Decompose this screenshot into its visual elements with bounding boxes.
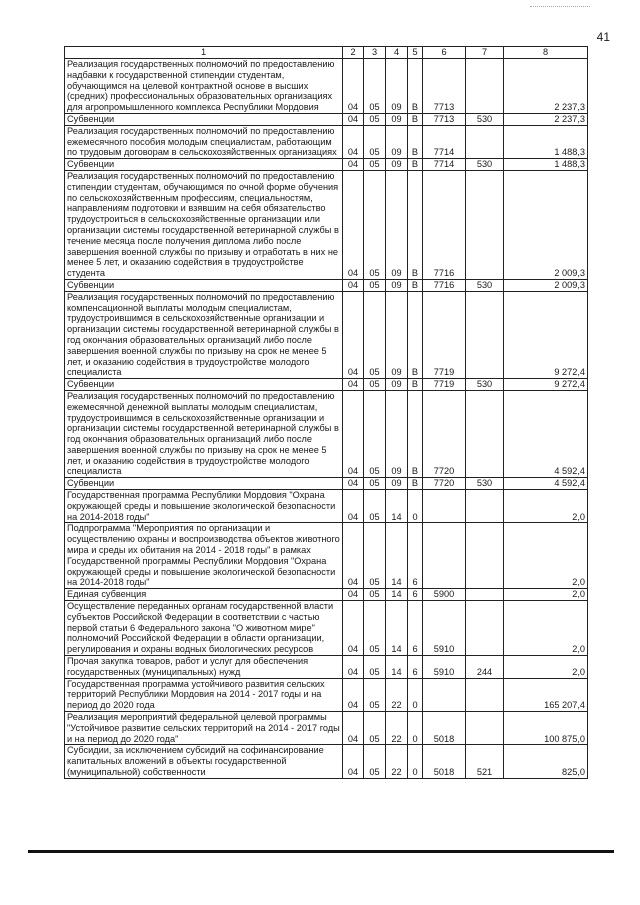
table-row: [65, 712, 588, 745]
col-header-3: 3: [364, 47, 386, 59]
row-code-c6: 5018: [423, 745, 466, 778]
row-name: Реализация государственных полномочий по предоставлению надбавки к государственной стипендии студентам, обучающимся на целевой контрактной основе в высших (средних) профессиональных образовательных организациях для агропромышленного комплекса Республики Мордовия: [65, 59, 343, 114]
table-row: [65, 59, 588, 114]
row-code-c6: 7719: [423, 291, 466, 378]
scan-artifact-line: [530, 6, 590, 7]
table-row: [65, 390, 588, 477]
row-code-c7: [466, 712, 504, 745]
row-code-c3: 05: [364, 712, 386, 745]
table-row: [65, 279, 588, 291]
row-code-c5: В: [408, 125, 423, 158]
col-header-8: 8: [504, 47, 588, 59]
row-code-c3: 05: [364, 170, 386, 279]
row-code-c7: [466, 390, 504, 477]
row-code-c6: 5910: [423, 601, 466, 656]
table-row: [65, 601, 588, 656]
table-row: [65, 159, 588, 171]
row-amount: 4 592,4: [504, 478, 588, 490]
row-code-c5: 6: [408, 589, 423, 601]
row-code-c7: [466, 291, 504, 378]
row-code-c7: [466, 601, 504, 656]
row-code-c2: 04: [343, 379, 364, 391]
row-code-c7: 244: [466, 656, 504, 679]
row-name: Единая субвенция: [65, 589, 343, 601]
row-code-c5: 0: [408, 745, 423, 778]
table-row: [65, 379, 588, 391]
row-code-c7: 530: [466, 159, 504, 171]
row-code-c4: 09: [386, 390, 408, 477]
row-code-c7: 530: [466, 113, 504, 125]
row-name: Реализация государственных полномочий по предоставлению ежемесячной денежной выплаты молодым специалистам, трудоустроившимся в сельскохозяйственные организации и организации системы государственной ветеринарной службы в год окончания образовательных организаций либо после завершения военной службы по призыву на срок не менее 5 лет, и оказанию содействия в трудоустройстве молодого специалиста: [65, 390, 343, 477]
row-code-c6: 5900: [423, 589, 466, 601]
row-code-c3: 05: [364, 390, 386, 477]
row-name: Субвенции: [65, 379, 343, 391]
row-code-c3: 05: [364, 59, 386, 114]
bottom-rule: [28, 850, 614, 853]
row-code-c5: В: [408, 291, 423, 378]
table-row: [65, 125, 588, 158]
row-code-c2: 04: [343, 745, 364, 778]
row-code-c5: 0: [408, 490, 423, 523]
row-amount: 165 207,4: [504, 678, 588, 711]
row-code-c4: 09: [386, 59, 408, 114]
row-code-c7: [466, 678, 504, 711]
row-code-c6: 7720: [423, 478, 466, 490]
row-code-c3: 05: [364, 656, 386, 679]
row-code-c2: 04: [343, 291, 364, 378]
row-amount: 2,0: [504, 523, 588, 589]
row-code-c2: 04: [343, 490, 364, 523]
row-code-c3: 05: [364, 113, 386, 125]
row-name: Субсидии, за исключением субсидий на софинансирование капитальных вложений в объекты государственной (муниципальной) собственности: [65, 745, 343, 778]
row-code-c5: В: [408, 379, 423, 391]
row-code-c4: 14: [386, 601, 408, 656]
row-name: Прочая закупка товаров, работ и услуг для обеспечения государственных (муниципальных) нужд: [65, 656, 343, 679]
row-code-c3: 05: [364, 478, 386, 490]
row-code-c6: 7719: [423, 379, 466, 391]
row-code-c2: 04: [343, 170, 364, 279]
col-header-2: 2: [343, 47, 364, 59]
row-code-c4: 14: [386, 656, 408, 679]
row-code-c7: [466, 490, 504, 523]
row-code-c4: 14: [386, 490, 408, 523]
row-code-c3: 05: [364, 159, 386, 171]
col-header-6: 6: [423, 47, 466, 59]
row-code-c2: 04: [343, 159, 364, 171]
row-code-c3: 05: [364, 678, 386, 711]
row-code-c7: 530: [466, 379, 504, 391]
row-code-c3: 05: [364, 490, 386, 523]
row-code-c7: 530: [466, 478, 504, 490]
row-code-c5: 0: [408, 678, 423, 711]
row-code-c2: 04: [343, 656, 364, 679]
row-code-c4: 14: [386, 523, 408, 589]
budget-table: [64, 46, 588, 779]
row-code-c3: 05: [364, 523, 386, 589]
row-code-c4: 09: [386, 170, 408, 279]
row-code-c6: 7713: [423, 113, 466, 125]
row-code-c5: В: [408, 113, 423, 125]
row-code-c5: 0: [408, 712, 423, 745]
row-code-c2: 04: [343, 678, 364, 711]
row-code-c3: 05: [364, 291, 386, 378]
row-code-c2: 04: [343, 478, 364, 490]
row-code-c2: 04: [343, 113, 364, 125]
row-name: Субвенции: [65, 159, 343, 171]
col-header-5: 5: [408, 47, 423, 59]
row-name: Подпрограмма "Мероприятия по организации и осуществлению охраны и воспроизводства объектов животного мира и среды их обитания на 2014 - 2018 годы" в рамках Государственной программы Республики Мордовия "Охрана окружающей среды и повышение экологической безопасности на 2014-2018 годы": [65, 523, 343, 589]
table-row: [65, 656, 588, 679]
row-code-c5: В: [408, 390, 423, 477]
row-code-c2: 04: [343, 589, 364, 601]
row-code-c2: 04: [343, 523, 364, 589]
table-row: [65, 170, 588, 279]
row-code-c5: В: [408, 159, 423, 171]
row-name: Субвенции: [65, 279, 343, 291]
row-amount: 1 488,3: [504, 159, 588, 171]
row-code-c4: 09: [386, 478, 408, 490]
header-row: [65, 47, 588, 59]
row-amount: 2 237,3: [504, 59, 588, 114]
row-code-c6: 7716: [423, 170, 466, 279]
row-code-c5: В: [408, 170, 423, 279]
row-code-c2: 04: [343, 125, 364, 158]
row-code-c4: 14: [386, 589, 408, 601]
row-code-c6: 5018: [423, 712, 466, 745]
row-code-c2: 04: [343, 601, 364, 656]
row-code-c7: 530: [466, 279, 504, 291]
row-code-c6: 7716: [423, 279, 466, 291]
row-code-c5: 6: [408, 601, 423, 656]
row-name: Государственная программа Республики Мордовия "Охрана окружающей среды и повышение экологической безопасности на 2014-2018 годы": [65, 490, 343, 523]
row-code-c3: 05: [364, 745, 386, 778]
row-code-c5: В: [408, 59, 423, 114]
row-code-c7: 521: [466, 745, 504, 778]
row-code-c3: 05: [364, 379, 386, 391]
row-code-c6: 5910: [423, 656, 466, 679]
row-code-c6: 7713: [423, 59, 466, 114]
row-code-c4: 09: [386, 291, 408, 378]
row-code-c4: 09: [386, 159, 408, 171]
row-code-c4: 22: [386, 678, 408, 711]
row-amount: 825,0: [504, 745, 588, 778]
row-code-c2: 04: [343, 712, 364, 745]
table-row: [65, 478, 588, 490]
row-code-c3: 05: [364, 589, 386, 601]
row-code-c7: [466, 125, 504, 158]
row-code-c6: 7714: [423, 159, 466, 171]
row-code-c3: 05: [364, 279, 386, 291]
row-code-c3: 05: [364, 601, 386, 656]
table-row: [65, 291, 588, 378]
row-code-c2: 04: [343, 390, 364, 477]
row-amount: 4 592,4: [504, 390, 588, 477]
row-amount: 9 272,4: [504, 291, 588, 378]
table-row: [65, 490, 588, 523]
row-code-c7: [466, 170, 504, 279]
row-amount: 2,0: [504, 601, 588, 656]
table-row: [65, 523, 588, 589]
row-code-c4: 09: [386, 113, 408, 125]
row-amount: 2 237,3: [504, 113, 588, 125]
row-amount: 2,0: [504, 656, 588, 679]
row-code-c5: В: [408, 279, 423, 291]
row-code-c7: [466, 59, 504, 114]
row-code-c2: 04: [343, 279, 364, 291]
row-amount: 2,0: [504, 589, 588, 601]
row-amount: 9 272,4: [504, 379, 588, 391]
table-row: [65, 745, 588, 778]
table-row: [65, 589, 588, 601]
row-code-c5: В: [408, 478, 423, 490]
row-code-c2: 04: [343, 59, 364, 114]
row-name: Реализация государственных полномочий по предоставлению стипендии студентам, обучающимся по очной форме обучения по сельскохозяйственным профессиям, специальностям, направлениям подготовки и взявшим на себя обязательство трудоустроиться в сельскохозяйственные организации или организации системы государственной ветеринарной службы в течение месяца после получения диплома либо после завершения военной службы по призыву и отработать в них не менее 5 лет, и оказанию содействия в трудоустройстве студента: [65, 170, 343, 279]
col-header-1: 1: [65, 47, 343, 59]
row-code-c4: 09: [386, 279, 408, 291]
row-code-c6: [423, 523, 466, 589]
row-code-c4: 22: [386, 712, 408, 745]
row-code-c6: [423, 678, 466, 711]
row-code-c6: 7720: [423, 390, 466, 477]
col-header-7: 7: [466, 47, 504, 59]
row-amount: 2 009,3: [504, 170, 588, 279]
row-code-c7: [466, 523, 504, 589]
row-name: Субвенции: [65, 113, 343, 125]
page-number: 41: [596, 30, 610, 44]
row-code-c4: 09: [386, 379, 408, 391]
row-code-c3: 05: [364, 125, 386, 158]
row-amount: 100 875,0: [504, 712, 588, 745]
row-code-c6: 7714: [423, 125, 466, 158]
row-name: Государственная программа устойчивого развития сельских территорий Республики Мордовия на 2014 - 2017 годы и на период до 2020 года: [65, 678, 343, 711]
row-name: Реализация государственных полномочий по предоставлению ежемесячного пособия молодым специалистам, работающим по трудовым договорам в сельскохозяйственных организациях: [65, 125, 343, 158]
row-amount: 1 488,3: [504, 125, 588, 158]
row-name: Субвенции: [65, 478, 343, 490]
row-code-c4: 22: [386, 745, 408, 778]
row-code-c4: 09: [386, 125, 408, 158]
row-amount: 2,0: [504, 490, 588, 523]
table-row: [65, 678, 588, 711]
row-amount: 2 009,3: [504, 279, 588, 291]
row-name: Реализация государственных полномочий по предоставлению компенсационной выплаты молодым специалистам, трудоустроившимся в сельскохозяйственные организации и организации системы государственной ветеринарной службы в год окончания образовательных организаций либо после завершения военной службы по призыву на срок не менее 5 лет, и оказанию содействия в трудоустройстве молодого специалиста: [65, 291, 343, 378]
row-name: Реализация мероприятий федеральной целевой программы "Устойчивое развитие сельских территорий на 2014 - 2017 годы и на период до 2020 года": [65, 712, 343, 745]
row-code-c6: [423, 490, 466, 523]
row-code-c5: 6: [408, 523, 423, 589]
table-row: [65, 113, 588, 125]
row-code-c7: [466, 589, 504, 601]
row-name: Осуществление переданных органам государственной власти субъектов Российской Федерации в соответствии с частью первой статьи 6 Федерального закона "О животном мире" полномочий Российской Федерации в области организации, регулирования и охраны водных биологических ресурсов: [65, 601, 343, 656]
col-header-4: 4: [386, 47, 408, 59]
row-code-c5: 6: [408, 656, 423, 679]
